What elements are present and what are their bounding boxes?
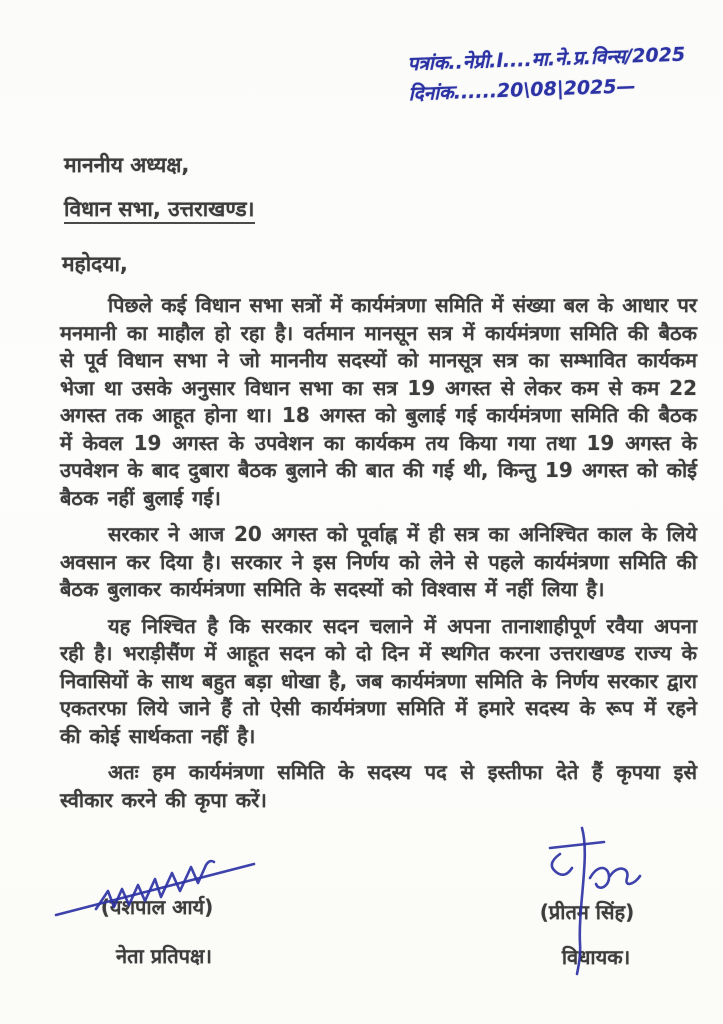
signatory-title-right: विधायक। bbox=[561, 945, 631, 969]
letter-reference-block bbox=[407, 39, 709, 109]
recipient-block bbox=[64, 143, 255, 231]
signature-block-left bbox=[42, 893, 272, 969]
letter-number-label: पत्रांक bbox=[407, 51, 449, 76]
signatory-title-left: नेता प्रतिपक्ष। bbox=[116, 944, 212, 968]
recipient-line-2-text: विधान सभा, उत्तराखण्ड। bbox=[64, 197, 255, 224]
letter-number-value: ..नेप्री.l....मा.ने.प्र.विन्स/2025 bbox=[447, 43, 686, 74]
paragraph-4: अतः हम कार्यमंत्रणा समिति के सदस्य पद से इस्तीफा देते हैं कृपया इसे स्वीकार करने की कृपा करें। bbox=[60, 760, 697, 812]
signature-block-right bbox=[492, 898, 682, 970]
paragraph-2: सरकार ने आज 20 अगस्त को पूर्वाह्न में ही सत्र का अनिश्चित काल के लिये अवसान कर दिया है। सरकार ने इस निर्णय को लेने से पहले कार्यमंत्रणा समिति की बैठक बुलाकर कार्यमंत्रणा समिति के सदस्यों को विश्वास में नहीं लिया है। bbox=[60, 522, 697, 601]
paragraph-3: यह निश्चित है कि सरकार सदन चलाने में अपना तानाशाहीपूर्ण रवैया अपना रही है। भराड़ीसैंण में आहूत सदन को दो दिन में स्थगित करना उत्तराखण्ड राज्य के निवासियों के साथ बहुत बड़ा धोखा है, जब कार्यमंत्रणा समिति के निर्णय सरकार द्वारा एकतरफा लिये जाने हैं तो ऐसी कार्यमंत्रणा समिति में हमारे सदस्य के रूप में रहने की कोई सार्थकता नहीं है। bbox=[60, 613, 697, 748]
recipient-line-1: माननीय अध्यक्ष, bbox=[64, 153, 190, 177]
signatory-name-right: (प्रीतम सिंह) bbox=[539, 900, 635, 924]
salutation: महोदया, bbox=[62, 252, 128, 276]
paragraph-1: पिछले कई विधान सभा सत्रों में कार्यमंत्रणा समिति में संख्या बल के आधार पर मनमानी का माहौल हो रहा है। वर्तमान मानसून सत्र में कार्यमंत्रणा समिति की बैठक से पूर्व विधान सभा ने जो माननीय सदस्यों को मानसूत्र सत्र का सम्भावित कार्यकम भेजा था उसके अनुसार विधान सभा का सत्र 19 अगस्त से लेकर कम से कम 22 अगस्त तक आहूत होना था। 18 अगस्त को बुलाई गई कार्यमंत्रणा समिति की बैठक में केवल 19 अगस्त के उपवेशन का कार्यकम तय किया गया तथा 19 अगस्त के उपवेशन के बाद दुबारा बैठक बुलाने की बात की गई थी, किन्तु 19 अगस्त को कोई बैठक नहीं बुलाई गई। bbox=[60, 293, 697, 510]
letter-date-label: दिनांक bbox=[408, 81, 455, 106]
recipient-line-2 bbox=[64, 187, 255, 231]
letter-date-value: ......20\08|2025— bbox=[453, 75, 636, 104]
letter-body bbox=[60, 250, 697, 823]
signatory-name-left: (यशपाल आर्य) bbox=[100, 895, 214, 919]
